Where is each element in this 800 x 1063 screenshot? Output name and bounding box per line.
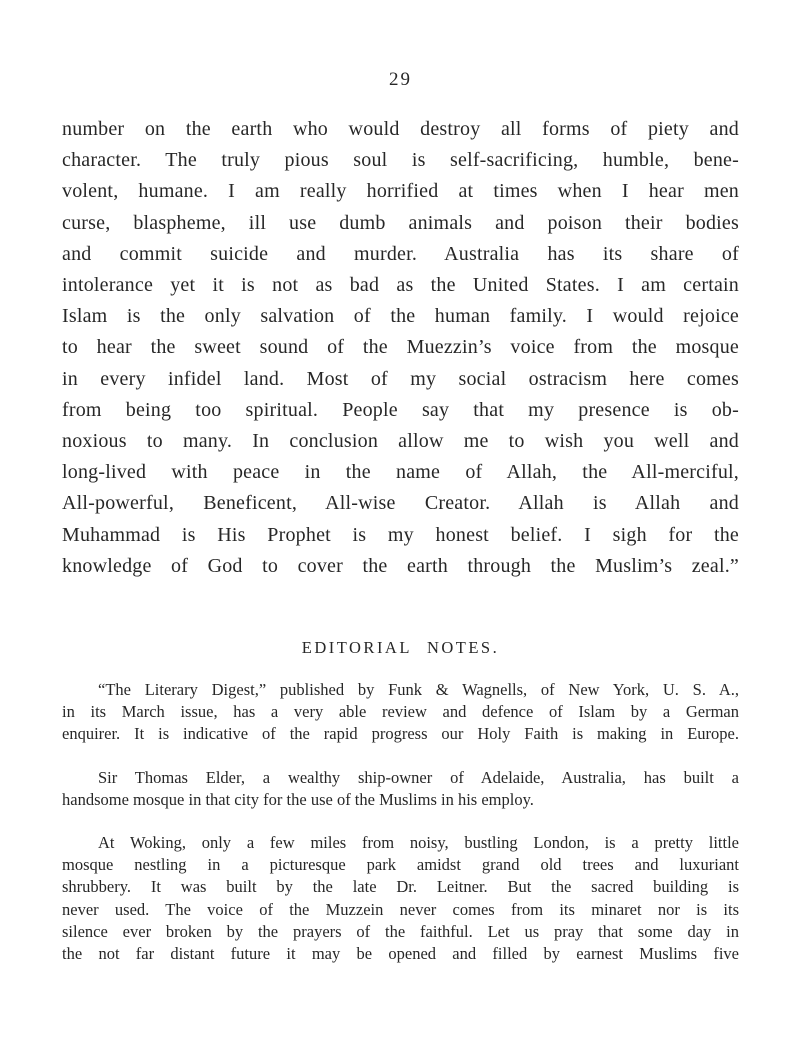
text-line: shrubbery. It was built by the late Dr. Leitner. But the sacred building is	[62, 877, 739, 897]
letter-text-block	[62, 114, 739, 582]
text-line: Sir Thomas Elder, a wealthy ship-owner of Adelaide, Australia, has built a	[98, 767, 739, 787]
text-line: in its March issue, has a very able review and defence of Islam by a German	[62, 702, 739, 722]
editorial-paragraph	[62, 767, 739, 811]
text-line: mosque nestling in a picturesque park amidst grand old trees and luxuriant	[62, 855, 739, 875]
text-line: intolerance yet it is not as bad as the United States. I am certain	[62, 274, 739, 297]
text-line: noxious to many. In conclusion allow me to wish you well and	[62, 430, 739, 453]
editorial-notes-block	[62, 679, 739, 965]
text-line: character. The truly pious soul is self-sacrificing, humble, bene-	[62, 149, 739, 172]
text-line: to hear the sweet sound of the Muezzin’s voice from the mosque	[62, 336, 739, 359]
text-line: “The Literary Digest,” published by Funk & Wagnells, of New York, U. S. A.,	[98, 680, 739, 700]
text-line: long-lived with peace in the name of Allah, the All-merciful,	[62, 461, 739, 484]
editorial-notes-heading: EDITORIAL NOTES.	[301, 638, 500, 658]
text-line: the not far distant future it may be opened and filled by earnest Muslims five	[62, 944, 739, 964]
text-line: knowledge of God to cover the earth through the Muslim’s zeal.”	[62, 554, 739, 577]
text-line: Islam is the only salvation of the human family. I would rejoice	[62, 305, 739, 328]
text-line: volent, humane. I am really horrified at times when I hear men	[62, 180, 739, 203]
text-line: number on the earth who would destroy all forms of piety and	[62, 118, 739, 140]
text-line: never used. The voice of the Muzzein never comes from its minaret nor is its	[62, 899, 739, 919]
text-line: handsome mosque in that city for the use of the Muslims in his employ.	[62, 789, 534, 809]
text-line: At Woking, only a few miles from noisy, bustling London, is a pretty little	[98, 833, 739, 853]
text-line: All-powerful, Beneficent, All-wise Creator. Allah is Allah and	[62, 492, 739, 515]
text-line: curse, blaspheme, ill use dumb animals and poison their bodies	[62, 211, 739, 234]
page-number: 29	[389, 69, 412, 90]
editorial-paragraph	[62, 832, 739, 965]
text-line: silence ever broken by the prayers of the faithful. Let us pray that some day in	[62, 921, 739, 941]
text-line: from being too spiritual. People say that my presence is ob-	[62, 398, 739, 421]
text-line: enquirer. It is indicative of the rapid progress our Holy Faith is making in Europe.	[62, 724, 739, 744]
editorial-paragraph	[62, 679, 739, 746]
text-line: in every infidel land. Most of my social ostracism here comes	[62, 367, 739, 390]
text-line: Muhammad is His Prophet is my honest belief. I sigh for the	[62, 523, 739, 546]
text-line: and commit suicide and murder. Australia has its share of	[62, 242, 739, 265]
